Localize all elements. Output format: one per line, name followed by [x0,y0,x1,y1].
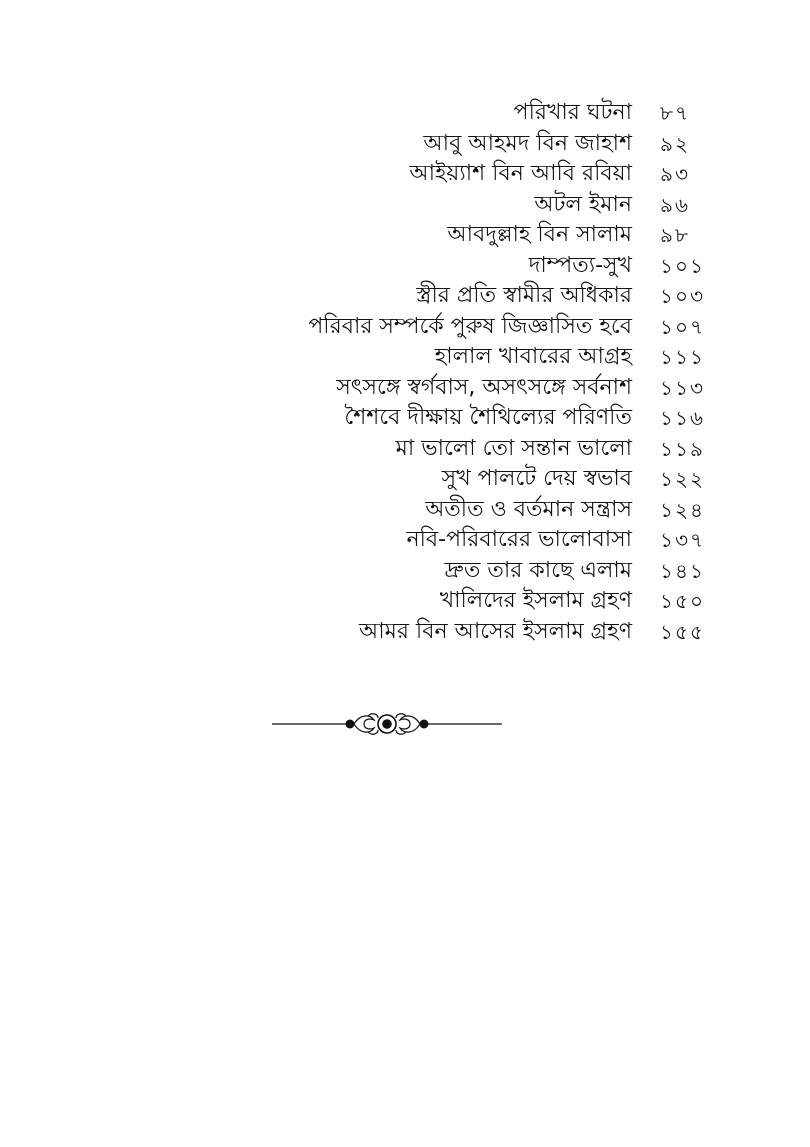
table-of-contents [0,98,810,647]
toc-entry-page: ১৩৭ [660,528,705,552]
toc-entry-page: ১৫৫ [660,619,705,644]
toc-entry-page: ১০৩ [660,284,705,308]
toc-entry-title: আমর বিন আসের ইসলাম গ্রহণ [358,618,632,644]
toc-entry-title: মা ভালো তো সন্তান ভালো [395,435,632,461]
toc-entry-title: খালিদের ইসলাম গ্রহণ [439,588,632,613]
decorative-divider-icon [272,706,502,742]
toc-entry[interactable] [0,617,810,648]
toc-entry[interactable] [0,586,810,617]
toc-entry[interactable] [0,525,810,556]
toc-entry[interactable] [0,281,810,312]
toc-entry-title: শৈশবে দীক্ষায় শৈথিল্যের পরিণতি [344,405,632,430]
toc-entry-title: সৎসঙ্গে স্বর্গবাস, অসৎসঙ্গে সর্বনাশ [336,374,632,400]
toc-entry-title: দাম্পত্য-সুখ [528,252,632,278]
toc-entry[interactable] [0,495,810,526]
toc-entry-title: দ্রুত তার কাছে এলাম [444,557,632,583]
toc-entry-page: ১৫০ [660,589,705,613]
toc-entry-title: পরিবার সম্পর্কে পুরুষ জিজ্ঞাসিত হবে [308,313,632,339]
toc-entry-title: সুখ পালটে দেয় স্বভাব [441,466,632,491]
toc-entry[interactable] [0,159,810,190]
toc-entry-title: অটল ইমান [534,191,632,217]
toc-entry-page: ১১১ [660,345,705,369]
toc-entry-page: ১১৩ [660,375,705,400]
toc-entry-page: ১০১ [660,253,705,278]
toc-entry[interactable] [0,251,810,282]
toc-entry-page: ৮৭ [660,101,690,125]
toc-entry-title: হালাল খাবারের আগ্রহ [434,344,632,369]
toc-entry-title: আবু আহমদ বিন জাহাশ [423,130,632,156]
toc-entry[interactable] [0,403,810,434]
toc-entry[interactable] [0,342,810,373]
toc-entry-title: নবি-পরিবারের ভালোবাসা [406,527,632,552]
toc-entry-page: ১১৬ [660,406,705,430]
toc-entry[interactable] [0,220,810,251]
toc-entry-title: আবদুল্লাহ বিন সালাম [447,222,632,247]
toc-entry[interactable] [0,98,810,129]
toc-entry[interactable] [0,129,810,160]
toc-entry-page: ৯৩ [660,162,690,186]
toc-entry[interactable] [0,464,810,495]
toc-entry-title: অতীত ও বর্তমান সন্ত্রাস [425,496,632,522]
toc-entry-page: ৯২ [660,131,690,156]
toc-entry[interactable] [0,312,810,343]
toc-entry-page: ৯৬ [660,192,690,217]
toc-entry-page: ১১৯ [660,436,705,461]
toc-entry-page: ১২২ [660,467,705,491]
toc-entry-page: ১৪১ [660,558,705,583]
toc-entry-page: ১২৪ [660,497,705,522]
toc-entry-title: পরিখার ঘটনা [513,100,632,125]
toc-entry-page: ১০৭ [660,314,705,339]
toc-entry[interactable] [0,373,810,404]
toc-entry-title: স্ত্রীর প্রতি স্বামীর অধিকার [416,283,632,308]
toc-entry[interactable] [0,434,810,465]
toc-entry[interactable] [0,556,810,587]
toc-entry-page: ৯৮ [660,223,690,247]
toc-entry-title: আইয়্যাশ বিন আবি রবিয়া [409,161,632,186]
toc-entry[interactable] [0,190,810,221]
